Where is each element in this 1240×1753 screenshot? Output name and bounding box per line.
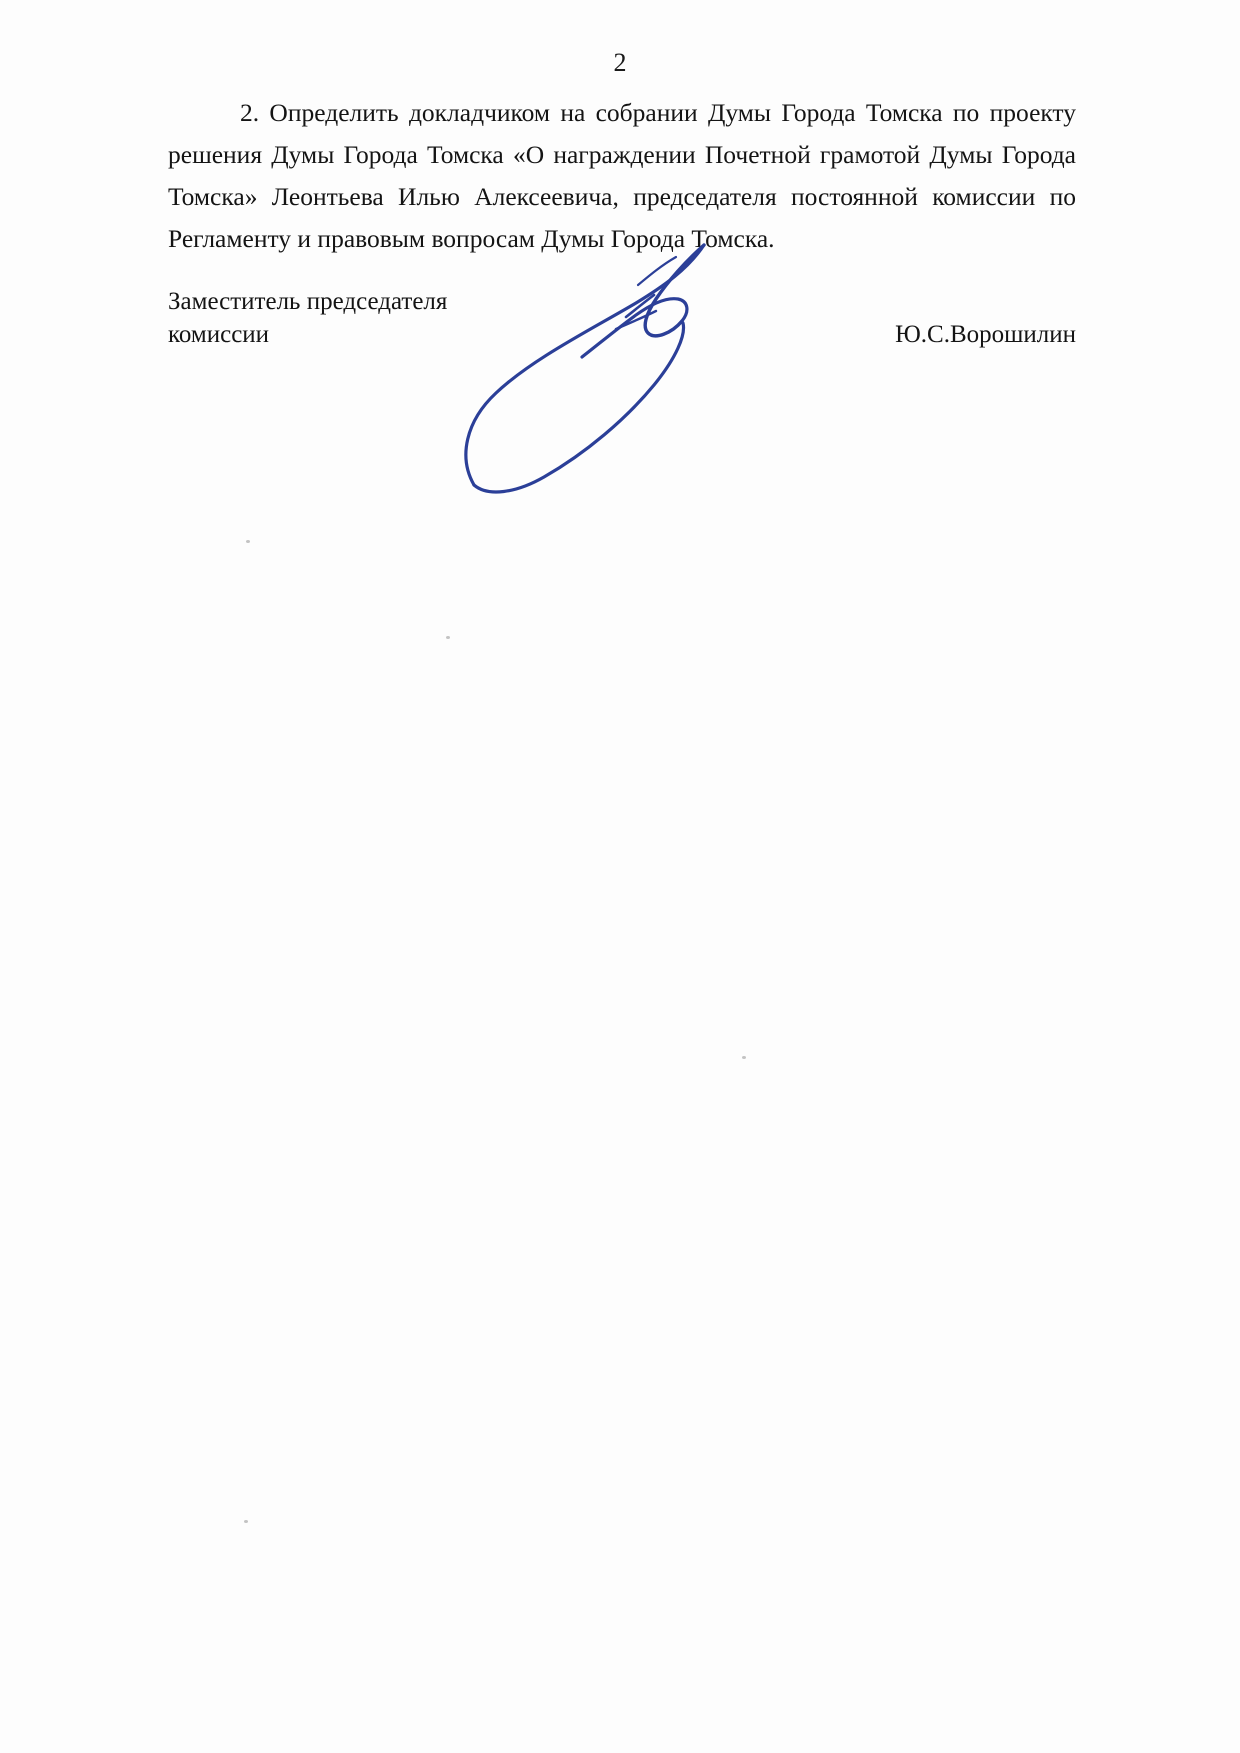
paper-speck <box>446 636 450 639</box>
paper-speck <box>742 1056 746 1059</box>
page-number: 2 <box>613 48 627 77</box>
paper-speck <box>244 1520 248 1523</box>
signatory-name: Ю.С.Ворошилин <box>895 321 1076 348</box>
paper-speck <box>246 540 250 543</box>
document-body <box>168 92 1076 260</box>
signature-block <box>168 285 1076 365</box>
paragraph-item-2: 2. Определить докладчиком на собрании Думы Города Томска по проекту решения Думы Города Томска «О награждении Почетной грамотой Думы Города Томска» Леонтьева Илью Алексеевича, председателя постоянной комиссии по Регламенту и правовым вопросам Думы Города Томска. <box>168 98 1076 253</box>
signatory-role-line-1: Заместитель председателя <box>168 288 448 315</box>
signatory-role <box>168 285 508 351</box>
signatory-role-line-2: комиссии <box>168 321 270 348</box>
handwritten-signature <box>440 225 780 515</box>
